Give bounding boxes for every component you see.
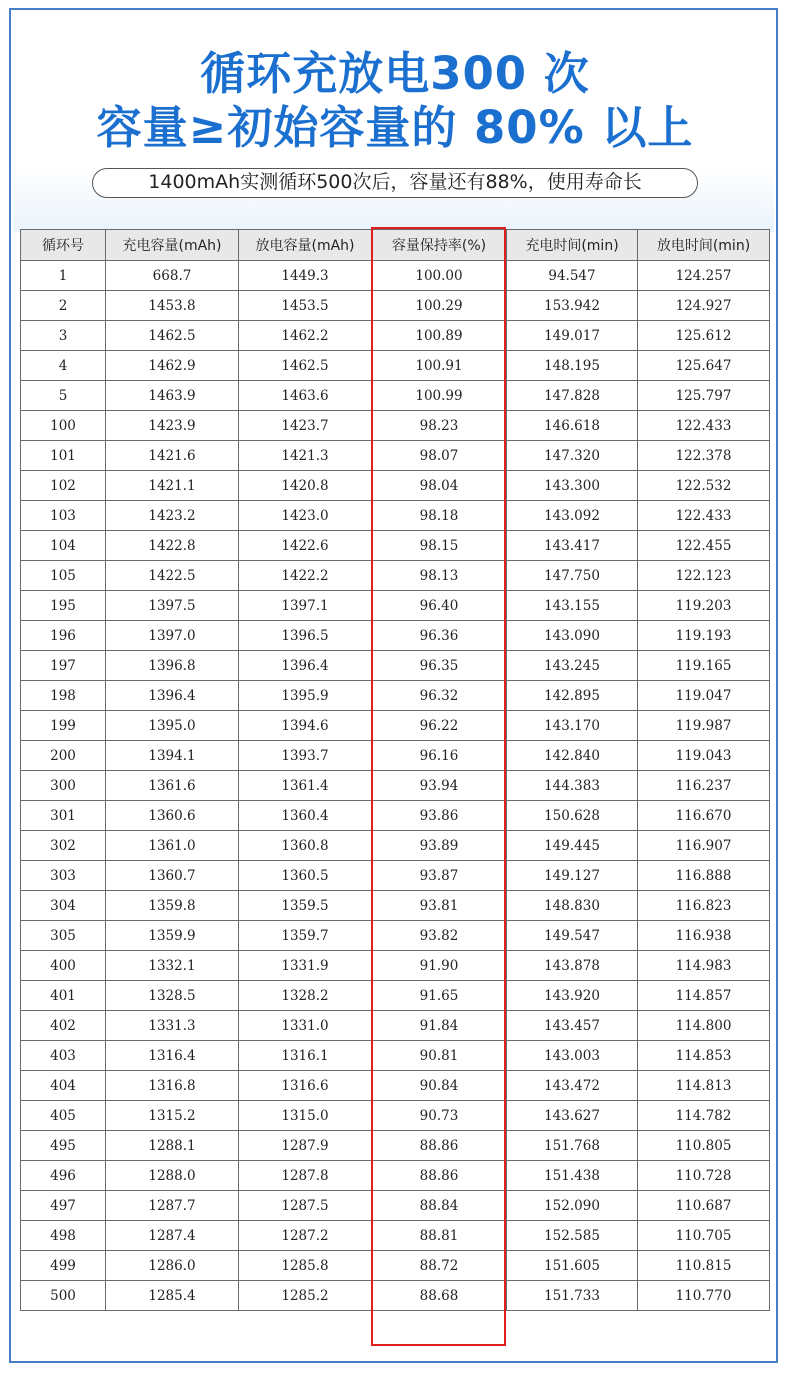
cell-capacity-retention: 96.35 [372, 651, 507, 681]
table-row [21, 411, 770, 441]
cell-discharge-capacity: 1422.6 [239, 531, 372, 561]
table-row [21, 531, 770, 561]
table-row [21, 681, 770, 711]
table-header-row [21, 230, 770, 261]
cell-discharge-time: 110.687 [638, 1191, 770, 1221]
table-row [21, 1131, 770, 1161]
cell-charge-time: 142.895 [507, 681, 638, 711]
cell-discharge-capacity: 1360.4 [239, 801, 372, 831]
cell-charge-capacity: 1361.6 [106, 771, 239, 801]
cell-charge-time: 143.092 [507, 501, 638, 531]
cell-cycle: 197 [21, 651, 106, 681]
cell-discharge-capacity: 1423.0 [239, 501, 372, 531]
cell-charge-capacity: 1359.9 [106, 921, 239, 951]
cell-cycle: 1 [21, 261, 106, 291]
cell-discharge-time: 114.782 [638, 1101, 770, 1131]
cell-discharge-capacity: 1462.2 [239, 321, 372, 351]
cell-charge-time: 143.300 [507, 471, 638, 501]
cell-discharge-time: 119.193 [638, 621, 770, 651]
cell-cycle: 304 [21, 891, 106, 921]
cell-capacity-retention: 88.84 [372, 1191, 507, 1221]
table-row [21, 1071, 770, 1101]
cell-discharge-capacity: 1316.1 [239, 1041, 372, 1071]
cell-charge-time: 143.417 [507, 531, 638, 561]
cell-charge-time: 94.547 [507, 261, 638, 291]
cell-cycle: 302 [21, 831, 106, 861]
cell-capacity-retention: 93.82 [372, 921, 507, 951]
cell-discharge-capacity: 1395.9 [239, 681, 372, 711]
table-row [21, 1281, 770, 1311]
cell-charge-time: 147.828 [507, 381, 638, 411]
cell-discharge-time: 114.983 [638, 951, 770, 981]
cell-capacity-retention: 100.89 [372, 321, 507, 351]
col-header-discharge-time: 放电时间(min) [638, 230, 770, 261]
cell-charge-time: 149.127 [507, 861, 638, 891]
cell-capacity-retention: 93.94 [372, 771, 507, 801]
cell-discharge-time: 122.433 [638, 501, 770, 531]
cell-discharge-time: 122.433 [638, 411, 770, 441]
col-header-charge-time: 充电时间(min) [507, 230, 638, 261]
cell-discharge-time: 116.823 [638, 891, 770, 921]
cell-charge-capacity: 1422.5 [106, 561, 239, 591]
cell-discharge-time: 116.237 [638, 771, 770, 801]
cell-cycle: 196 [21, 621, 106, 651]
cell-charge-time: 143.155 [507, 591, 638, 621]
cell-discharge-capacity: 1449.3 [239, 261, 372, 291]
cell-capacity-retention: 90.81 [372, 1041, 507, 1071]
cell-discharge-capacity: 1397.1 [239, 591, 372, 621]
cell-cycle: 303 [21, 861, 106, 891]
cell-charge-capacity: 1462.5 [106, 321, 239, 351]
cell-cycle: 195 [21, 591, 106, 621]
cell-charge-time: 143.245 [507, 651, 638, 681]
cell-charge-capacity: 1286.0 [106, 1251, 239, 1281]
cell-discharge-capacity: 1422.2 [239, 561, 372, 591]
cell-capacity-retention: 98.23 [372, 411, 507, 441]
cell-discharge-time: 114.813 [638, 1071, 770, 1101]
cell-capacity-retention: 91.84 [372, 1011, 507, 1041]
cell-charge-time: 151.605 [507, 1251, 638, 1281]
cell-discharge-time: 122.532 [638, 471, 770, 501]
cell-cycle: 100 [21, 411, 106, 441]
cell-charge-capacity: 1285.4 [106, 1281, 239, 1311]
table-row [21, 921, 770, 951]
cell-cycle: 2 [21, 291, 106, 321]
table-row [21, 471, 770, 501]
cell-charge-capacity: 1453.8 [106, 291, 239, 321]
cell-charge-time: 143.920 [507, 981, 638, 1011]
cell-cycle: 495 [21, 1131, 106, 1161]
table-row [21, 261, 770, 291]
cell-discharge-capacity: 1359.7 [239, 921, 372, 951]
cell-charge-time: 153.942 [507, 291, 638, 321]
cell-charge-capacity: 1331.3 [106, 1011, 239, 1041]
cell-discharge-capacity: 1287.2 [239, 1221, 372, 1251]
cell-discharge-time: 114.853 [638, 1041, 770, 1071]
cell-discharge-time: 110.728 [638, 1161, 770, 1191]
cell-charge-time: 152.585 [507, 1221, 638, 1251]
cell-discharge-time: 119.043 [638, 741, 770, 771]
cell-charge-capacity: 1422.8 [106, 531, 239, 561]
table-row [21, 651, 770, 681]
cell-discharge-time: 110.805 [638, 1131, 770, 1161]
cell-charge-capacity: 1396.4 [106, 681, 239, 711]
table-row [21, 711, 770, 741]
cell-capacity-retention: 93.86 [372, 801, 507, 831]
cell-discharge-capacity: 1285.8 [239, 1251, 372, 1281]
table-row [21, 291, 770, 321]
cell-discharge-time: 114.800 [638, 1011, 770, 1041]
cell-cycle: 301 [21, 801, 106, 831]
cell-discharge-time: 110.815 [638, 1251, 770, 1281]
cell-discharge-capacity: 1287.9 [239, 1131, 372, 1161]
cell-discharge-capacity: 1463.6 [239, 381, 372, 411]
cell-discharge-time: 116.888 [638, 861, 770, 891]
cell-discharge-capacity: 1315.0 [239, 1101, 372, 1131]
cell-discharge-time: 119.987 [638, 711, 770, 741]
table-row [21, 1011, 770, 1041]
cell-charge-capacity: 1397.0 [106, 621, 239, 651]
cell-cycle: 497 [21, 1191, 106, 1221]
cell-capacity-retention: 96.22 [372, 711, 507, 741]
table-row [21, 1161, 770, 1191]
table-row [21, 861, 770, 891]
cell-discharge-time: 124.927 [638, 291, 770, 321]
cell-discharge-time: 124.257 [638, 261, 770, 291]
cell-charge-capacity: 1315.2 [106, 1101, 239, 1131]
cell-discharge-time: 110.770 [638, 1281, 770, 1311]
cell-charge-time: 143.170 [507, 711, 638, 741]
table-row [21, 561, 770, 591]
cell-charge-capacity: 1395.0 [106, 711, 239, 741]
cell-discharge-capacity: 1331.0 [239, 1011, 372, 1041]
table-row [21, 351, 770, 381]
cell-capacity-retention: 98.04 [372, 471, 507, 501]
table-row [21, 1221, 770, 1251]
cell-capacity-retention: 96.16 [372, 741, 507, 771]
title-line-2: 容量≥初始容量的 80% 以上 [96, 101, 694, 154]
cell-discharge-time: 122.123 [638, 561, 770, 591]
cell-charge-capacity: 1332.1 [106, 951, 239, 981]
cell-capacity-retention: 93.87 [372, 861, 507, 891]
cell-discharge-time: 119.047 [638, 681, 770, 711]
cell-charge-capacity: 668.7 [106, 261, 239, 291]
cell-charge-capacity: 1328.5 [106, 981, 239, 1011]
title-line-1: 循环充放电300 次 [200, 47, 590, 100]
cell-discharge-time: 114.857 [638, 981, 770, 1011]
cell-cycle: 4 [21, 351, 106, 381]
cell-capacity-retention: 100.00 [372, 261, 507, 291]
cell-cycle: 305 [21, 921, 106, 951]
cell-capacity-retention: 100.99 [372, 381, 507, 411]
cell-charge-capacity: 1288.1 [106, 1131, 239, 1161]
cell-cycle: 500 [21, 1281, 106, 1311]
cell-capacity-retention: 96.36 [372, 621, 507, 651]
cell-discharge-capacity: 1287.5 [239, 1191, 372, 1221]
cell-cycle: 403 [21, 1041, 106, 1071]
cell-charge-time: 151.438 [507, 1161, 638, 1191]
cell-charge-time: 143.627 [507, 1101, 638, 1131]
table-row [21, 1041, 770, 1071]
cell-capacity-retention: 93.89 [372, 831, 507, 861]
cell-charge-capacity: 1423.9 [106, 411, 239, 441]
cell-cycle: 498 [21, 1221, 106, 1251]
cell-charge-time: 143.090 [507, 621, 638, 651]
cell-discharge-capacity: 1328.2 [239, 981, 372, 1011]
cell-cycle: 105 [21, 561, 106, 591]
cell-capacity-retention: 88.81 [372, 1221, 507, 1251]
cell-cycle: 5 [21, 381, 106, 411]
cell-charge-time: 151.768 [507, 1131, 638, 1161]
cell-discharge-capacity: 1396.4 [239, 651, 372, 681]
cell-discharge-time: 122.378 [638, 441, 770, 471]
col-header-capacity-retention: 容量保持率(%) [372, 230, 507, 261]
cell-discharge-time: 116.907 [638, 831, 770, 861]
cell-charge-time: 150.628 [507, 801, 638, 831]
cell-capacity-retention: 96.32 [372, 681, 507, 711]
cell-cycle: 404 [21, 1071, 106, 1101]
cell-charge-time: 143.878 [507, 951, 638, 981]
table-row [21, 501, 770, 531]
cell-cycle: 405 [21, 1101, 106, 1131]
cell-charge-capacity: 1396.8 [106, 651, 239, 681]
cell-cycle: 200 [21, 741, 106, 771]
cell-charge-capacity: 1360.6 [106, 801, 239, 831]
cell-capacity-retention: 91.65 [372, 981, 507, 1011]
cell-discharge-capacity: 1453.5 [239, 291, 372, 321]
cell-discharge-capacity: 1394.6 [239, 711, 372, 741]
cell-charge-capacity: 1359.8 [106, 891, 239, 921]
cell-charge-capacity: 1421.6 [106, 441, 239, 471]
table-row [21, 621, 770, 651]
cell-capacity-retention: 88.72 [372, 1251, 507, 1281]
cell-cycle: 496 [21, 1161, 106, 1191]
cell-cycle: 402 [21, 1011, 106, 1041]
cell-discharge-capacity: 1359.5 [239, 891, 372, 921]
cell-discharge-capacity: 1396.5 [239, 621, 372, 651]
cell-cycle: 102 [21, 471, 106, 501]
cell-charge-time: 152.090 [507, 1191, 638, 1221]
cell-capacity-retention: 90.84 [372, 1071, 507, 1101]
cell-charge-time: 144.383 [507, 771, 638, 801]
cell-capacity-retention: 90.73 [372, 1101, 507, 1131]
cell-capacity-retention: 100.29 [372, 291, 507, 321]
cell-discharge-capacity: 1393.7 [239, 741, 372, 771]
cell-cycle: 104 [21, 531, 106, 561]
cell-capacity-retention: 96.40 [372, 591, 507, 621]
cell-charge-capacity: 1397.5 [106, 591, 239, 621]
cell-charge-capacity: 1421.1 [106, 471, 239, 501]
table-row [21, 591, 770, 621]
cycle-data-table [20, 229, 770, 1311]
cell-cycle: 401 [21, 981, 106, 1011]
col-header-discharge-capacity: 放电容量(mAh) [239, 230, 372, 261]
cell-cycle: 103 [21, 501, 106, 531]
cell-discharge-capacity: 1421.3 [239, 441, 372, 471]
cell-discharge-capacity: 1420.8 [239, 471, 372, 501]
cell-cycle: 499 [21, 1251, 106, 1281]
cell-charge-time: 149.547 [507, 921, 638, 951]
cell-charge-capacity: 1360.7 [106, 861, 239, 891]
cell-charge-time: 151.733 [507, 1281, 638, 1311]
cell-capacity-retention: 98.15 [372, 531, 507, 561]
cell-discharge-time: 110.705 [638, 1221, 770, 1251]
cell-charge-time: 148.830 [507, 891, 638, 921]
cell-charge-capacity: 1423.2 [106, 501, 239, 531]
cell-discharge-time: 125.797 [638, 381, 770, 411]
table-row [21, 1191, 770, 1221]
cell-capacity-retention: 98.13 [372, 561, 507, 591]
cell-capacity-retention: 98.18 [372, 501, 507, 531]
cell-charge-capacity: 1394.1 [106, 741, 239, 771]
cell-discharge-time: 125.612 [638, 321, 770, 351]
table-row [21, 741, 770, 771]
table-row [21, 891, 770, 921]
cell-charge-time: 143.472 [507, 1071, 638, 1101]
cell-discharge-time: 116.670 [638, 801, 770, 831]
cell-discharge-capacity: 1331.9 [239, 951, 372, 981]
cell-charge-capacity: 1316.8 [106, 1071, 239, 1101]
cell-capacity-retention: 88.68 [372, 1281, 507, 1311]
cell-cycle: 198 [21, 681, 106, 711]
cell-capacity-retention: 93.81 [372, 891, 507, 921]
cell-discharge-time: 119.203 [638, 591, 770, 621]
cell-charge-time: 149.445 [507, 831, 638, 861]
cell-capacity-retention: 88.86 [372, 1131, 507, 1161]
cell-discharge-capacity: 1287.8 [239, 1161, 372, 1191]
table-row [21, 801, 770, 831]
cell-charge-time: 149.017 [507, 321, 638, 351]
cell-cycle: 101 [21, 441, 106, 471]
cell-discharge-time: 119.165 [638, 651, 770, 681]
cell-charge-time: 143.003 [507, 1041, 638, 1071]
cell-discharge-capacity: 1361.4 [239, 771, 372, 801]
subtitle-pill: 1400mAh实测循环500次后，容量还有88%，使用寿命长 [92, 168, 698, 198]
cell-charge-time: 142.840 [507, 741, 638, 771]
cell-cycle: 199 [21, 711, 106, 741]
cell-capacity-retention: 88.86 [372, 1161, 507, 1191]
cell-discharge-time: 122.455 [638, 531, 770, 561]
col-header-cycle: 循环号 [21, 230, 106, 261]
cell-cycle: 300 [21, 771, 106, 801]
cell-charge-capacity: 1316.4 [106, 1041, 239, 1071]
cell-charge-capacity: 1288.0 [106, 1161, 239, 1191]
cell-cycle: 3 [21, 321, 106, 351]
cell-cycle: 400 [21, 951, 106, 981]
cell-capacity-retention: 98.07 [372, 441, 507, 471]
cell-capacity-retention: 100.91 [372, 351, 507, 381]
table-row [21, 981, 770, 1011]
cell-capacity-retention: 91.90 [372, 951, 507, 981]
cell-charge-time: 143.457 [507, 1011, 638, 1041]
cell-discharge-capacity: 1462.5 [239, 351, 372, 381]
cell-charge-capacity: 1287.7 [106, 1191, 239, 1221]
table-row [21, 321, 770, 351]
cell-discharge-time: 116.938 [638, 921, 770, 951]
cell-discharge-time: 125.647 [638, 351, 770, 381]
table-row [21, 951, 770, 981]
cell-discharge-capacity: 1360.5 [239, 861, 372, 891]
col-header-charge-capacity: 充电容量(mAh) [106, 230, 239, 261]
table-row [21, 1251, 770, 1281]
table-row [21, 381, 770, 411]
cell-charge-capacity: 1463.9 [106, 381, 239, 411]
cell-charge-time: 148.195 [507, 351, 638, 381]
table-row [21, 1101, 770, 1131]
cell-discharge-capacity: 1360.8 [239, 831, 372, 861]
cell-charge-capacity: 1287.4 [106, 1221, 239, 1251]
cell-discharge-capacity: 1316.6 [239, 1071, 372, 1101]
cell-charge-capacity: 1462.9 [106, 351, 239, 381]
cell-discharge-capacity: 1285.2 [239, 1281, 372, 1311]
cell-discharge-capacity: 1423.7 [239, 411, 372, 441]
cell-charge-time: 147.320 [507, 441, 638, 471]
table-row [21, 831, 770, 861]
table-row [21, 441, 770, 471]
table-row [21, 771, 770, 801]
cell-charge-time: 147.750 [507, 561, 638, 591]
cell-charge-capacity: 1361.0 [106, 831, 239, 861]
cell-charge-time: 146.618 [507, 411, 638, 441]
